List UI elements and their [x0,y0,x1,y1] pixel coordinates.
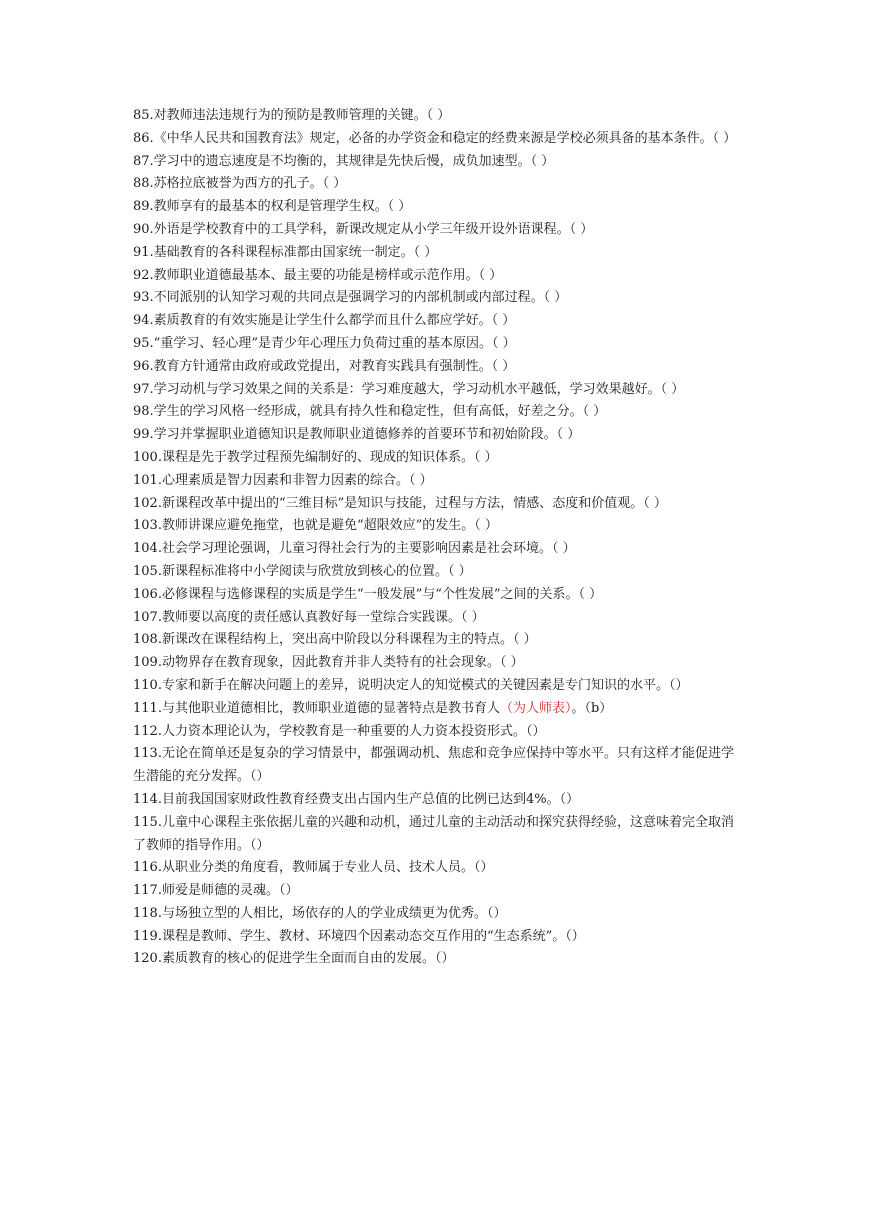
question-item: 90.外语是学校教育中的工具学科，新课改规定从小学三年级开设外语课程。（ ） [133,221,594,237]
question-item: 119.课程是教师、学生、教材、环境四个因素动态交互作用的“生态系统”。（） [133,928,585,944]
highlighted-answer: （为人师表） [499,700,572,716]
question-item: 91.基础教育的各科课程标准都由国家统一制定。（ ） [133,244,438,260]
question-item: 85.对教师违法违规行为的预防是教师管理的关键。（ ） [133,108,451,123]
question-text: 111.与其他职业道德相比，教师职业道德的显著特点是教书育人 [133,700,500,716]
question-item: 92.教师职业道德最基本、最主要的功能是榜样或示范作用。（ ） [133,267,503,283]
question-item: 107.教师要以高度的责任感认真教好每一堂综合实践课。（ ） [133,609,485,625]
question-item: 97.学习动机与学习效果之间的关系是：学习难度越大，学习动机水平越低，学习效果越好。（ ） [133,381,685,397]
question-item: 104.社会学习理论强调，儿童习得社会行为的主要影响因素是社会环境。（ ） [133,541,576,557]
question-item: 116.从职业分类的角度看，教师属于专业人员、技术人员。（） [133,860,494,876]
question-item: 95.“重学习、轻心理”是青少年心理压力负荷过重的基本原因。（ ） [133,335,516,351]
question-item: 113.无论在简单还是复杂的学习情景中，都强调动机、焦虑和竞争应保持中等水平。只有这样才能促进学生潜能的充分发挥。（） [133,746,734,785]
question-item: 101.心理素质是智力因素和非智力因素的综合。（ ） [133,472,433,488]
question-item: 108.新课改在课程结构上，突出高中阶段以分科课程为主的特点。（ ） [133,632,537,648]
question-item [133,698,739,721]
question-item: 105.新课程标准将中小学阅读与欣赏放到核心的位置。（ ） [133,563,472,579]
question-item: 89.教师享有的最基本的权利是管理学生权。（ ） [133,199,412,215]
question-item: 106.必修课程与选修课程的实质是学生“一般发展”与“个性发展”之间的关系。（ ） [133,586,603,602]
question-item: 115.儿童中心课程主张依据儿童的兴趣和动机，通过儿童的主动活动和探究获得经验，这意味着完全取消了教师的指导作用。（） [133,814,734,853]
question-item: 120.素质教育的核心的促进学生全面而自由的发展。（） [133,951,455,967]
question-item: 110.专家和新手在解决问题上的差异，说明决定人的知觉模式的关键因素是专门知识的水平。（） [133,677,689,693]
question-item: 100.课程是先于教学过程预先编制好的、现成的知识体系。（ ） [133,449,498,465]
question-item: 99.学习并掌握职业道德知识是教师职业道德修养的首要环节和初始阶段。（ ） [133,427,581,443]
question-item: 118.与场独立型的人相比，场依存的人的学业成绩更为优秀。（） [133,905,507,921]
question-item: 102.新课程改革中提出的“三维目标”是知识与技能，过程与方法，情感、态度和价值观。（ ） [133,495,667,511]
question-item: 94.素质教育的有效实施是让学生什么都学而且什么都应学好。（ ） [133,313,516,329]
question-list [133,105,739,971]
question-item: 96.教育方针通常由政府或政党提出，对教育实践具有强制性。（ ） [133,358,516,374]
question-item: 114.目前我国国家财政性教育经费支出占国内生产总值的比例已达到4%。（） [133,791,580,807]
question-item: 86.《中华人民共和国教育法》规定，必备的办学资金和稳定的经费来源是学校必须具备的基本条件。（ ） [133,130,737,146]
question-item: 103.教师讲课应避免拖堂，也就是避免“超限效应”的发生。（ ） [133,518,498,534]
question-suffix: 。（b） [571,700,613,716]
question-item: 98.学生的学习风格一经形成，就具有持久性和稳定性，但有高低，好差之分。（ ） [133,404,607,420]
question-item: 87.学习中的遗忘速度是不均衡的，其规律是先快后慢，成负加速型。（ ） [133,153,555,169]
question-item: 109.动物界存在教育现象，因此教育并非人类特有的社会现象。（ ） [133,655,524,671]
question-item: 112.人力资本理论认为，学校教育是一种重要的人力资本投资形式。（） [133,723,546,739]
question-item: 93.不同派别的认知学习观的共同点是强调学习的内部机制或内部过程。（ ） [133,290,568,306]
question-item: 117.师爱是师德的灵魂。（） [133,883,299,899]
question-item: 88.苏格拉底被誉为西方的孔子。（ ） [133,176,347,192]
